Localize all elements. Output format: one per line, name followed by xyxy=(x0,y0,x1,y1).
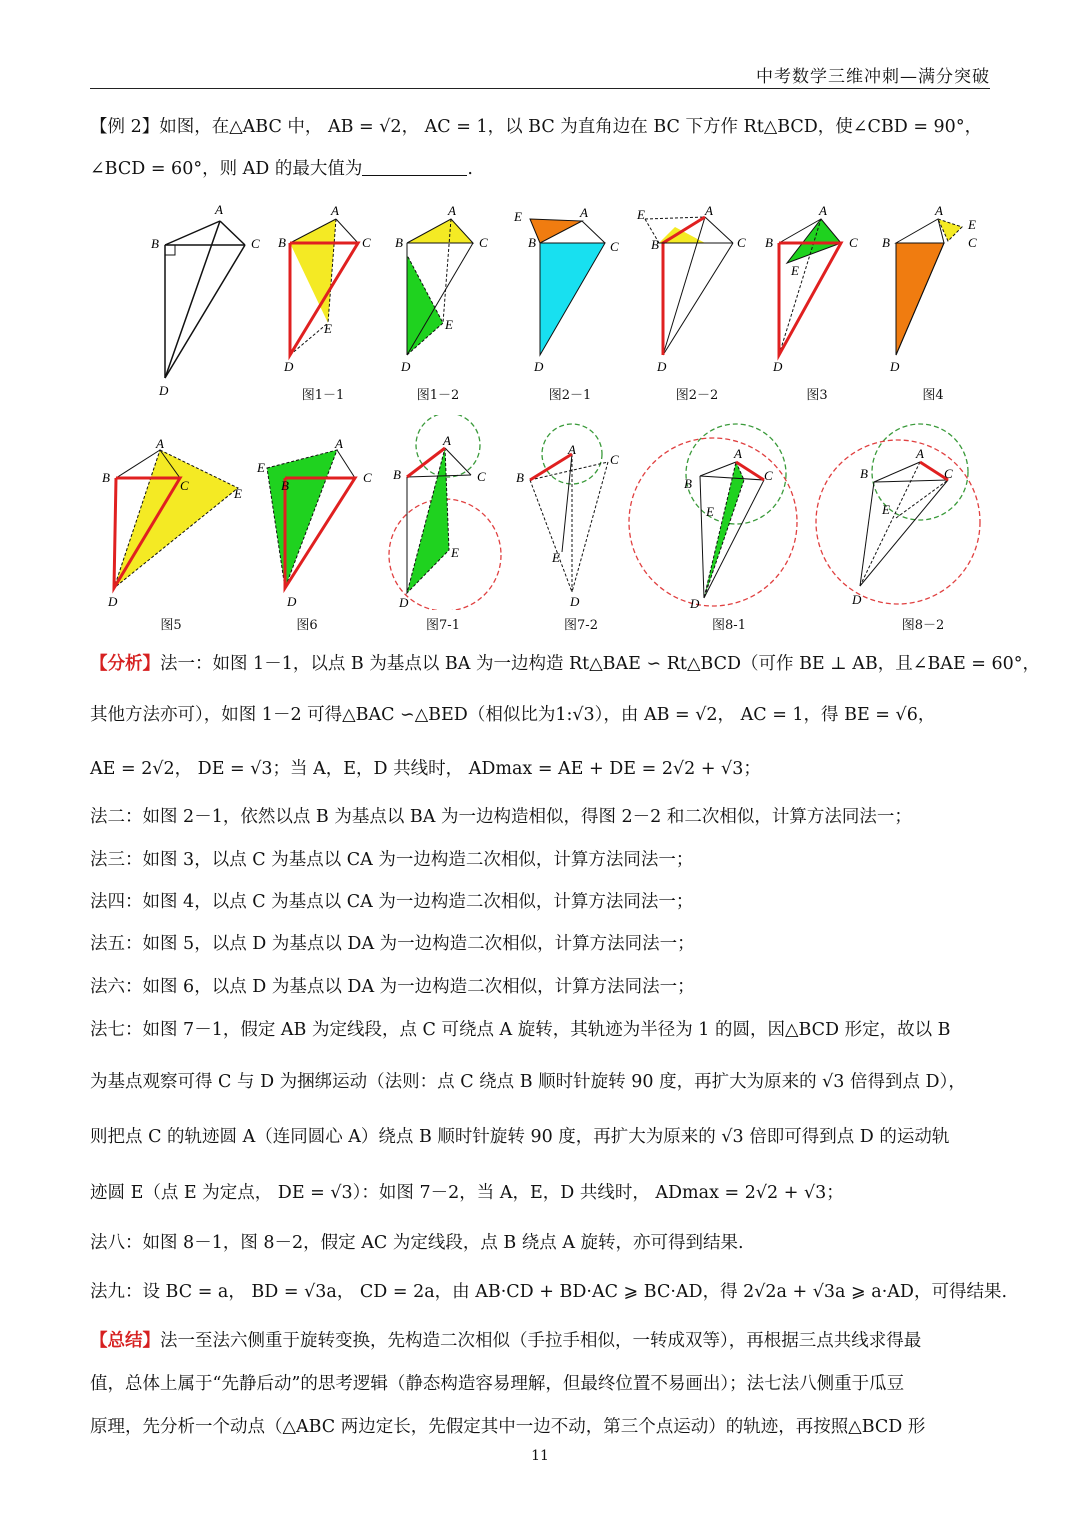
label-B: B xyxy=(151,236,159,251)
label-C: C xyxy=(610,239,619,254)
problem-line-2-text: ∠BCD = 60°，则 AD 的最大值为 xyxy=(90,159,363,179)
label-C: C xyxy=(944,466,953,481)
caption-7-1: 图7-1 xyxy=(426,618,460,633)
label-C: C xyxy=(477,469,486,484)
analysis-line-8: 法六：如图 6，以点 D 为基点以 DA 为一边构造二次相似，计算方法同法一； xyxy=(90,977,695,997)
label-A: A xyxy=(156,438,164,451)
label-A: A xyxy=(568,442,576,457)
caption-8-2: 图8－2 xyxy=(901,618,945,633)
summary-tag: 【总结】 xyxy=(90,1331,160,1351)
figure-8-1 xyxy=(628,422,808,612)
figure-7-2 xyxy=(510,420,625,610)
figure-4 xyxy=(880,205,990,375)
page-header xyxy=(90,62,990,89)
label-D: D xyxy=(108,594,118,609)
label-A: A xyxy=(448,205,456,218)
caption-1-1: 图1－1 xyxy=(301,388,345,403)
page-number: 11 xyxy=(531,1448,549,1464)
label-C: C xyxy=(737,235,746,250)
analysis-line-11: 则把点 C 的轨迹圆 A（连同圆心 A）绕点 B 顺时针旋转 90 度，再扩大为原来的 √3 倍即可得到点 D 的运动轨 xyxy=(90,1127,950,1147)
header-title: 中考数学三维冲刺—满分突破 xyxy=(756,67,990,87)
label-E: E xyxy=(882,502,890,517)
label-A: A xyxy=(819,205,827,218)
label-D: D xyxy=(534,359,544,374)
label-C: C xyxy=(363,470,372,485)
label-E: E xyxy=(791,263,799,278)
label-B: B xyxy=(278,235,286,250)
label-A: A xyxy=(580,205,588,220)
label-D: D xyxy=(570,594,580,609)
figure-3 xyxy=(763,205,873,375)
figure-2-2 xyxy=(633,205,748,375)
label-B: B xyxy=(393,467,401,482)
figure-8-2 xyxy=(812,422,992,612)
label-E: E xyxy=(445,317,453,332)
figure-6 xyxy=(255,438,380,613)
label-E: E xyxy=(637,207,645,222)
analysis-tag: 【分析】 xyxy=(90,654,160,674)
label-E: E xyxy=(514,209,522,224)
label-A: A xyxy=(215,202,223,217)
label-A: A xyxy=(734,446,742,461)
summary-line-3: 原理，先分析一个动点（△ABC 两边定长，先假定其中一边不动，第三个点运动）的轨迹，再按照△BCD 形 xyxy=(90,1417,926,1437)
figure-2-1 xyxy=(510,205,625,375)
label-A: A xyxy=(335,438,343,451)
answer-blank[interactable] xyxy=(362,159,467,176)
caption-3: 图3 xyxy=(806,388,828,403)
label-E: E xyxy=(324,321,332,336)
figure-1-1 xyxy=(276,205,376,375)
summary-text-1: 法一至法六侧重于旋转变换，先构造二次相似（手拉手相似，一转成双等），再根据三点共线求得最 xyxy=(160,1331,922,1351)
label-B: B xyxy=(860,466,868,481)
label-C: C xyxy=(180,478,189,493)
analysis-line-6: 法四：如图 4，以点 C 为基点以 CA 为一边构造二次相似，计算方法同法一； xyxy=(90,892,694,912)
summary-line-1 xyxy=(90,1330,995,1352)
label-C: C xyxy=(764,468,773,483)
summary-line-2: 值，总体上属于“先静后动”的思考逻辑（静态构造容易理解，但最终位置不易画出）；法七法八侧重于瓜豆 xyxy=(90,1374,905,1394)
label-A: A xyxy=(705,205,713,218)
label-D: D xyxy=(287,594,297,609)
caption-7-2: 图7-2 xyxy=(564,618,598,633)
label-E: E xyxy=(968,217,976,232)
label-B: B xyxy=(882,235,890,250)
analysis-line-3: AE = 2√2， DE = √3；当 A，E，D 共线时， ADmax = AE + DE = 2√2 + √3； xyxy=(90,759,761,779)
label-C: C xyxy=(968,235,977,250)
label-D: D xyxy=(690,596,700,611)
label-B: B xyxy=(102,470,110,485)
label-D: D xyxy=(401,359,411,374)
label-E: E xyxy=(552,550,560,565)
label-C: C xyxy=(610,452,619,467)
caption-1-2: 图1－2 xyxy=(416,388,460,403)
label-D: D xyxy=(657,359,667,374)
problem-line-2-end: . xyxy=(467,159,473,179)
analysis-line-2: 其他方法亦可），如图 1－2 可得△BAC ∽△BED（相似比为1:√3），由 AB = √2， AC = 1，得 BE = √6， xyxy=(90,705,936,725)
analysis-line-9: 法七：如图 7－1，假定 AB 为定线段，点 C 可绕点 A 旋转，其轨迹为半径为 1 的圆，因△BCD 形定，故以 B xyxy=(90,1020,951,1040)
label-B: B xyxy=(516,470,524,485)
analysis-line-4: 法二：如图 2－1，依然以点 B 为基点以 BA 为一边构造相似，得图 2－2 和二次相似，计算方法同法一； xyxy=(90,807,912,827)
label-D: D xyxy=(890,359,900,374)
problem-line-1: 【例 2】如图，在△ABC 中， AB = √2， AC = 1，以 BC 为直角边在 BC 下方作 Rt△BCD，使∠CBD = 90°， xyxy=(90,117,983,137)
analysis-line-14: 法九：设 BC = a， BD = √3a， CD = 2a，由 AB·CD + BD·AC ⩾ BC·AD，得 2√2a + √3a ⩾ a·AD，可得结果. xyxy=(90,1282,1008,1302)
caption-2-1: 图2－1 xyxy=(548,388,592,403)
label-D: D xyxy=(852,592,862,607)
analysis-text-1: 法一：如图 1－1，以点 B 为基点以 BA 为一边构造 Rt△BAE ∽ Rt△BCD（可作 BE ⊥ AB，且∠BAE = 60°， xyxy=(160,654,1041,674)
label-E: E xyxy=(257,460,265,475)
analysis-line-1 xyxy=(90,653,1041,675)
figure-7-1 xyxy=(383,415,508,610)
label-E: E xyxy=(234,486,242,501)
caption-6: 图6 xyxy=(296,618,318,633)
label-A: A xyxy=(443,433,451,448)
label-B: B xyxy=(281,478,289,493)
label-D: D xyxy=(159,383,169,398)
caption-5: 图5 xyxy=(160,618,182,633)
label-D: D xyxy=(284,359,294,374)
label-A: A xyxy=(935,205,943,218)
label-D: D xyxy=(773,359,783,374)
label-A: A xyxy=(331,205,339,218)
label-C: C xyxy=(849,235,858,250)
label-C: C xyxy=(251,236,260,251)
label-C: C xyxy=(362,235,371,250)
analysis-line-12: 迹圆 E（点 E 为定点， DE = √3）：如图 7－2，当 A，E，D 共线时， ADmax = 2√2 + √3； xyxy=(90,1183,844,1203)
label-B: B xyxy=(684,476,692,491)
label-A: A xyxy=(916,446,924,461)
label-B: B xyxy=(651,237,659,252)
caption-4: 图4 xyxy=(922,388,944,403)
label-E: E xyxy=(451,545,459,560)
label-B: B xyxy=(528,235,536,250)
analysis-line-7: 法五：如图 5，以点 D 为基点以 DA 为一边构造二次相似，计算方法同法一； xyxy=(90,934,695,954)
figure-5 xyxy=(100,438,250,613)
analysis-line-13: 法八：如图 8－1，图 8－2，假定 AC 为定线段，点 B 绕点 A 旋转，亦可得到结果. xyxy=(90,1233,744,1253)
label-E: E xyxy=(706,504,714,519)
figure-1-2 xyxy=(393,205,493,375)
analysis-line-10: 为基点观察可得 C 与 D 为捆绑运动（法则：点 C 绕点 B 顺时针旋转 90 度，再扩大为原来的 √3 倍得到点 D）， xyxy=(90,1072,966,1092)
analysis-line-5: 法三：如图 3，以点 C 为基点以 CA 为一边构造二次相似，计算方法同法一； xyxy=(90,850,694,870)
label-B: B xyxy=(395,235,403,250)
caption-2-2: 图2－2 xyxy=(675,388,719,403)
label-D: D xyxy=(399,595,409,610)
problem-line-2 xyxy=(90,158,995,180)
figure-main xyxy=(145,198,265,403)
caption-8-1: 图8-1 xyxy=(712,618,746,633)
label-C: C xyxy=(479,235,488,250)
label-B: B xyxy=(765,235,773,250)
